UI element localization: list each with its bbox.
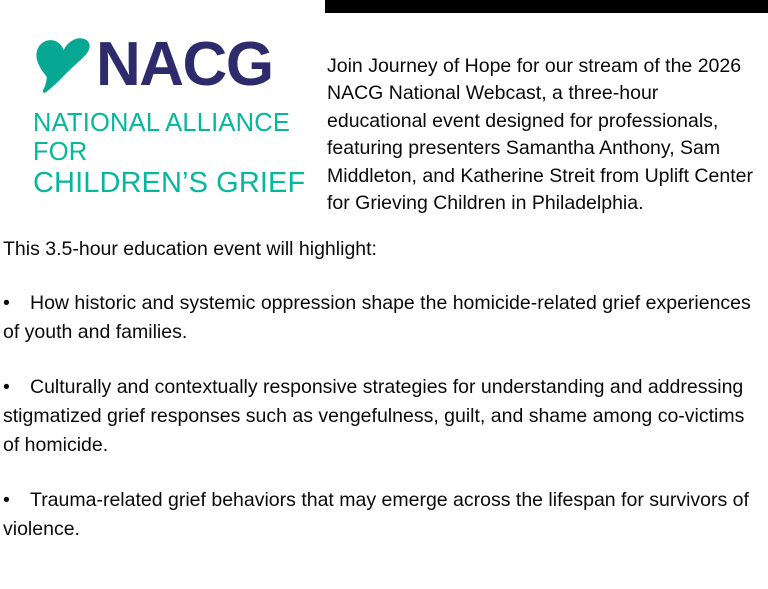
bullet-glyph: • bbox=[3, 489, 10, 511]
bullet-glyph: • bbox=[3, 292, 10, 314]
logo-mark-row bbox=[33, 30, 311, 100]
bullet-item bbox=[3, 486, 763, 544]
bullet-item bbox=[3, 289, 763, 347]
bullet-text: Trauma-related grief behaviors that may emerge across the lifespan for survivors of violence. bbox=[3, 489, 749, 540]
logo-tagline-line-2: CHILDREN’S GRIEF bbox=[33, 167, 306, 200]
heart-icon bbox=[33, 36, 95, 98]
lead-paragraph: This 3.5-hour education event will highlight: bbox=[3, 238, 377, 260]
bullet-text: Culturally and contextually responsive strategies for understanding and addressing stigmatized grief responses such as vengefulness, guilt, and shame among co-victims of homicide. bbox=[3, 376, 745, 456]
intro-paragraph: Join Journey of Hope for our stream of the 2026 NACG National Webcast, a three-hour educational event designed for professionals, featuring presenters Samantha Anthony, Sam Middleton, and Katherine Streit from Uplift Center for Grieving Children in Philadelphia. bbox=[327, 54, 753, 214]
header-region bbox=[0, 0, 768, 225]
logo-wordmark: NACG bbox=[96, 30, 273, 99]
bullet-item bbox=[3, 373, 763, 460]
bullet-glyph: • bbox=[3, 376, 10, 398]
logo-tagline bbox=[33, 109, 311, 200]
logo-tagline-line-1: NATIONAL ALLIANCE FOR bbox=[33, 109, 291, 167]
body-content bbox=[3, 236, 763, 544]
bullet-text: How historic and systemic oppression shape the homicide-related grief experiences of youth and families. bbox=[3, 292, 751, 343]
nacg-logo bbox=[33, 30, 311, 200]
